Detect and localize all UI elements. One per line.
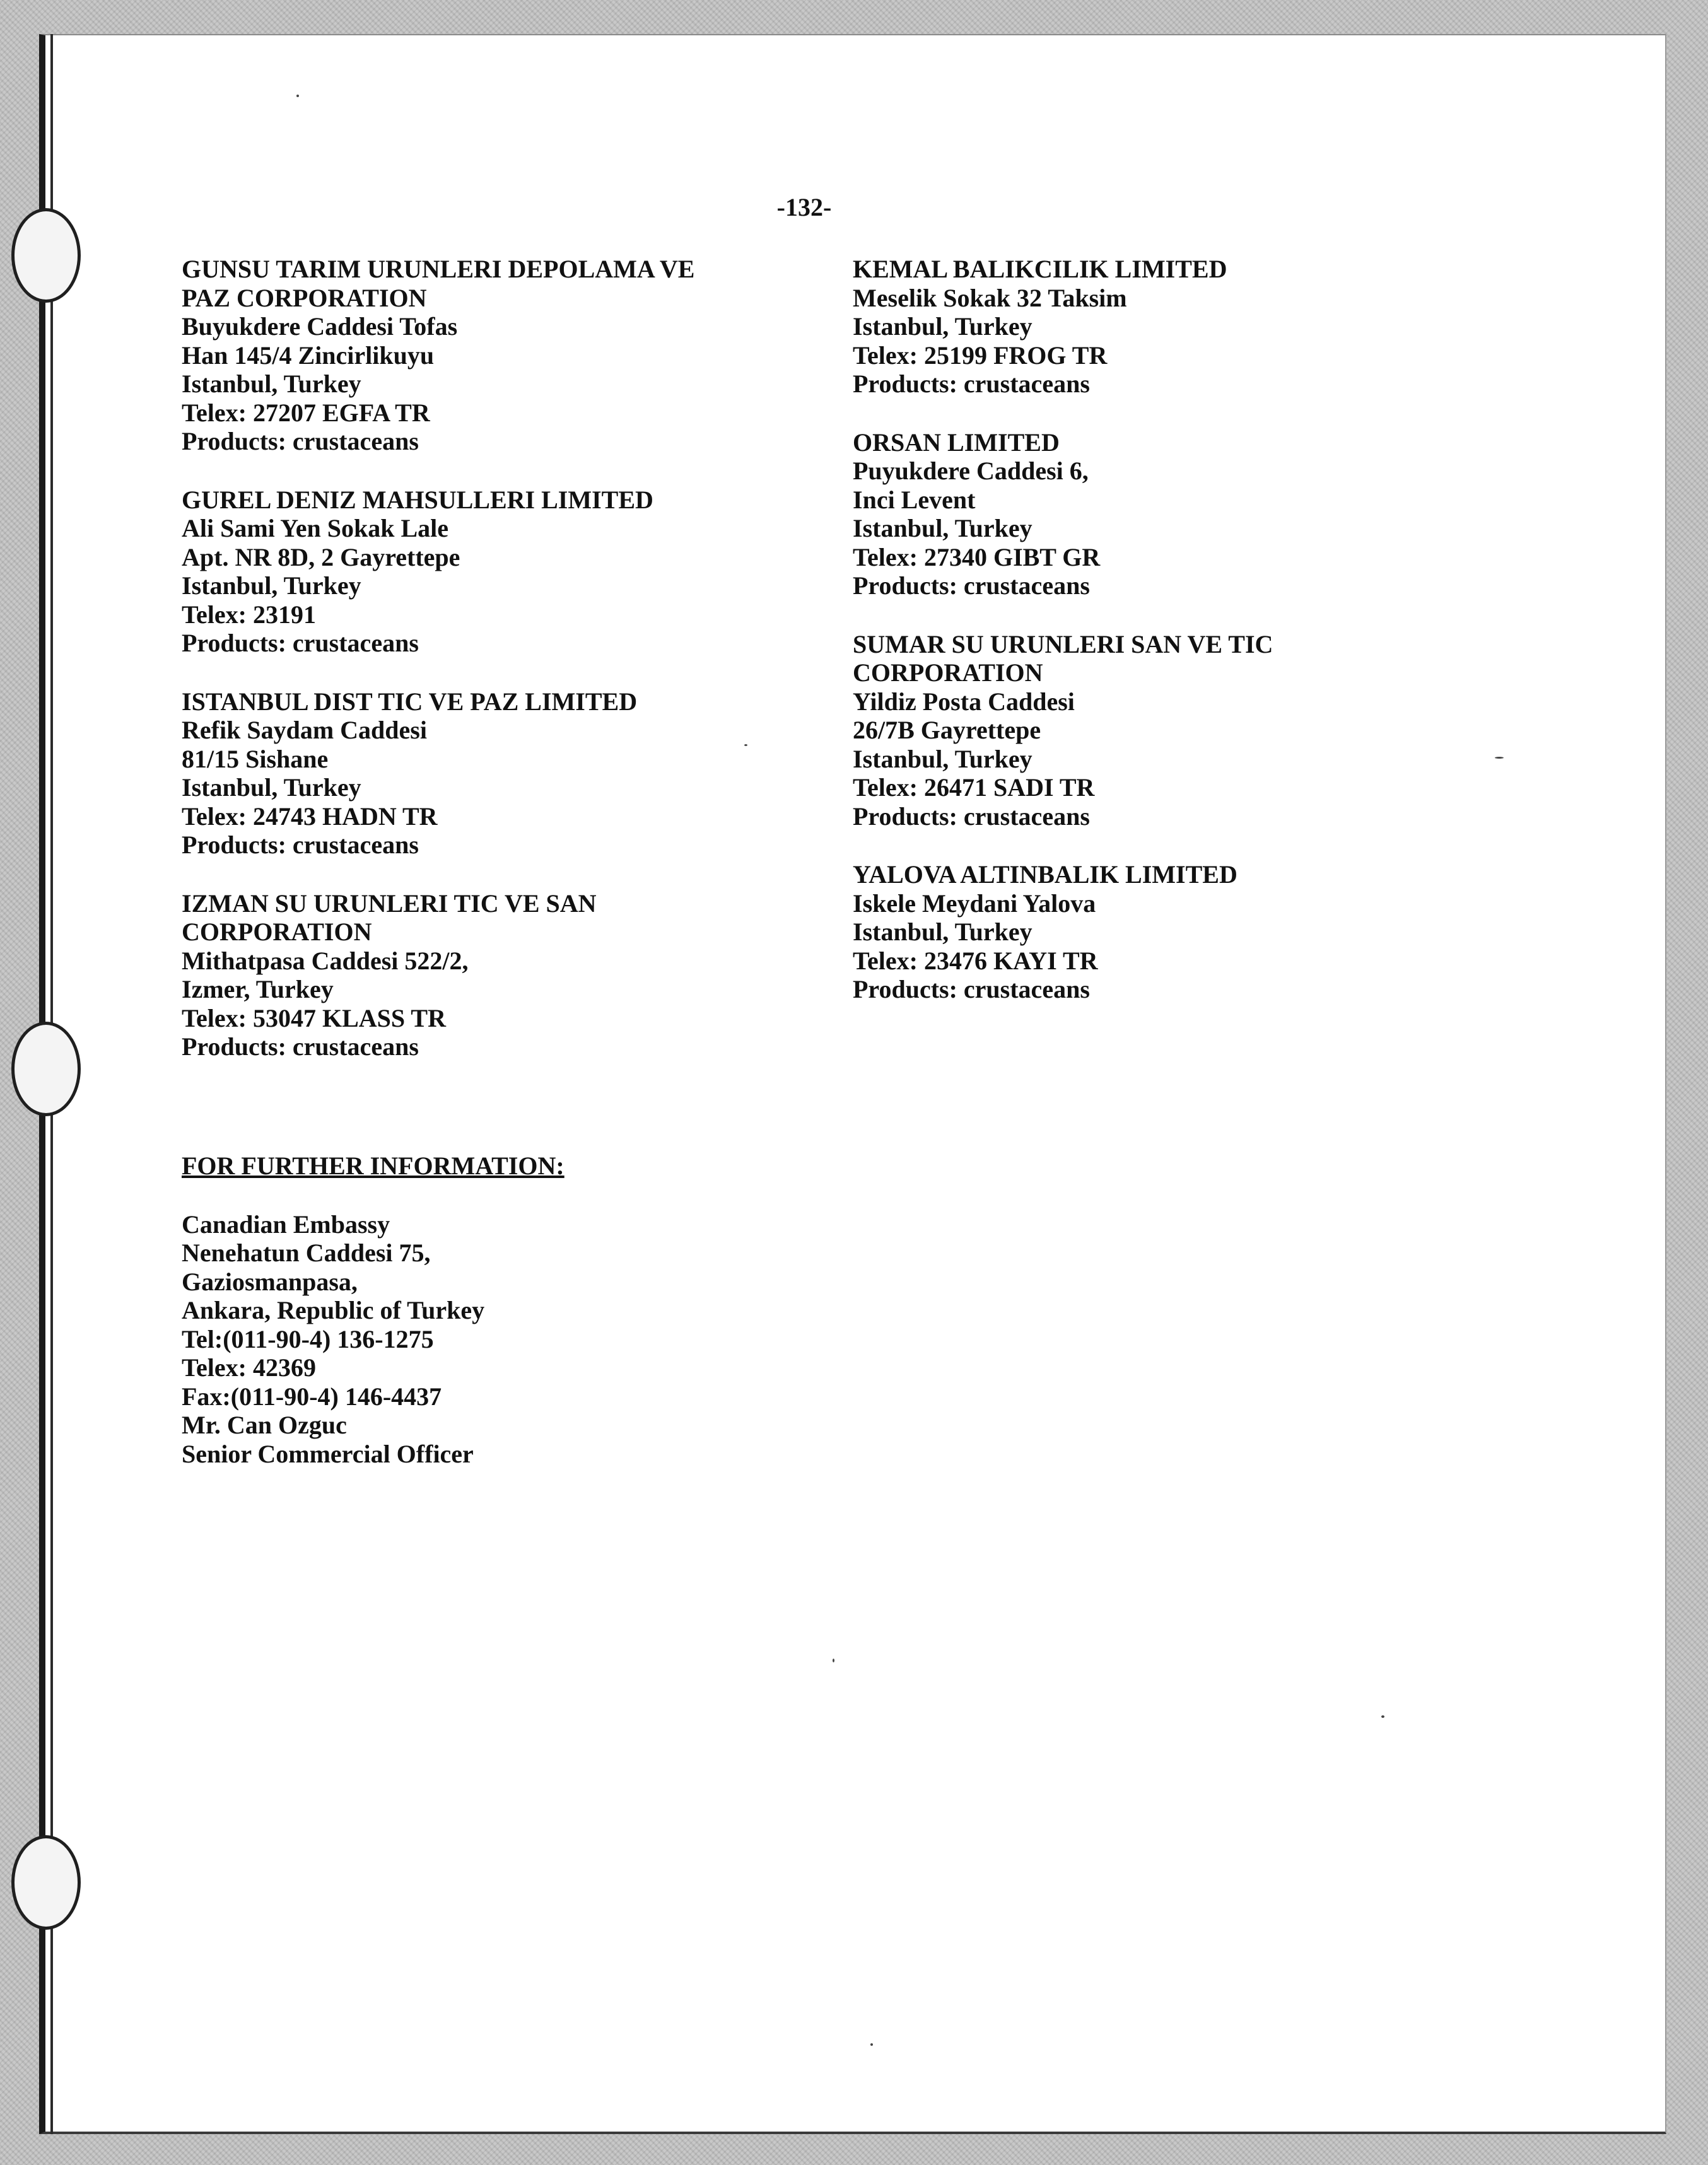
company-entry xyxy=(182,255,812,456)
company-products: Products: crustaceans xyxy=(182,629,419,657)
company-name: SUMAR SU URUNLERI SAN VE TIC xyxy=(853,629,1273,658)
company-address: Ali Sami Yen Sokak Lale xyxy=(182,514,449,542)
company-entry xyxy=(182,687,812,860)
binder-hole-top xyxy=(11,208,81,303)
company-address: Inci Levent xyxy=(853,485,976,514)
company-products: Products: crustaceans xyxy=(182,831,419,859)
company-address: Istanbul, Turkey xyxy=(182,571,361,600)
company-name: ORSAN LIMITED xyxy=(853,428,1060,457)
company-telex: Telex: 23476 KAYI TR xyxy=(853,946,1098,975)
company-address: Istanbul, Turkey xyxy=(853,918,1032,946)
company-address: 26/7B Gayrettepe xyxy=(853,716,1041,744)
company-address: Meselik Sokak 32 Taksim xyxy=(853,283,1127,312)
binder-hole-bottom xyxy=(11,1835,81,1930)
company-entry xyxy=(182,486,812,658)
company-products: Products: crustaceans xyxy=(853,975,1090,1003)
company-address: Istanbul, Turkey xyxy=(853,514,1032,542)
scan-speck xyxy=(744,744,747,746)
company-products: Products: crustaceans xyxy=(853,370,1090,398)
company-entry xyxy=(853,860,1515,1004)
company-address: Istanbul, Turkey xyxy=(853,744,1032,773)
company-entry xyxy=(853,630,1515,831)
company-name: CORPORATION xyxy=(853,658,1043,687)
company-products: Products: crustaceans xyxy=(182,427,419,455)
company-name: IZMAN SU URUNLERI TIC VE SAN xyxy=(182,889,597,918)
company-address: Han 145/4 Zincirlikuyu xyxy=(182,341,435,370)
company-name: GUNSU TARIM URUNLERI DEPOLAMA VE xyxy=(182,255,695,283)
company-telex: Telex: 53047 KLASS TR xyxy=(182,1003,446,1032)
left-column xyxy=(182,255,812,1091)
company-telex: Telex: 27340 GIBT GR xyxy=(853,542,1101,571)
scan-speck xyxy=(833,1659,834,1662)
contact-line: Senior Commercial Officer xyxy=(182,1439,474,1468)
company-address: Buyukdere Caddesi Tofas xyxy=(182,312,458,341)
company-telex: Telex: 27207 EGFA TR xyxy=(182,398,430,427)
company-address: Mithatpasa Caddesi 522/2, xyxy=(182,946,469,975)
further-information xyxy=(182,1152,812,1468)
right-column xyxy=(853,255,1515,1034)
contact-line: Tel:(011-90-4) 136-1275 xyxy=(182,1324,434,1353)
contact-line: Canadian Embassy xyxy=(182,1210,390,1239)
company-address: Iskele Meydani Yalova xyxy=(853,889,1096,918)
contact-line: Gaziosmanpasa, xyxy=(182,1267,358,1296)
company-address: Yildiz Posta Caddesi xyxy=(853,687,1075,716)
contact-line: Ankara, Republic of Turkey xyxy=(182,1296,485,1324)
contact-line: Fax:(011-90-4) 146-4437 xyxy=(182,1382,442,1411)
company-address: Refik Saydam Caddesi xyxy=(182,716,427,744)
company-name: ISTANBUL DIST TIC VE PAZ LIMITED xyxy=(182,687,638,716)
company-products: Products: crustaceans xyxy=(853,571,1090,600)
company-address: Istanbul, Turkey xyxy=(182,370,361,398)
company-name: CORPORATION xyxy=(182,918,372,946)
company-address: Istanbul, Turkey xyxy=(182,773,361,802)
scan-speck xyxy=(1495,757,1504,759)
contact-line: Telex: 42369 xyxy=(182,1353,316,1382)
company-name: GUREL DENIZ MAHSULLERI LIMITED xyxy=(182,485,653,514)
company-entry xyxy=(182,889,812,1061)
page-number: -132- xyxy=(776,193,832,221)
company-name: YALOVA ALTINBALIK LIMITED xyxy=(853,860,1237,889)
company-telex: Telex: 26471 SADI TR xyxy=(853,773,1095,802)
binder-hole-middle xyxy=(11,1022,81,1116)
company-products: Products: crustaceans xyxy=(853,802,1090,831)
scan-speck xyxy=(1381,1715,1384,1718)
scan-speck xyxy=(296,95,299,97)
company-entry xyxy=(853,428,1515,600)
contact-line: Nenehatun Caddesi 75, xyxy=(182,1239,431,1267)
company-entry xyxy=(853,255,1515,399)
company-address: Izmer, Turkey xyxy=(182,975,334,1003)
company-address: Puyukdere Caddesi 6, xyxy=(853,457,1089,485)
company-address: 81/15 Sishane xyxy=(182,744,329,773)
company-telex: Telex: 24743 HADN TR xyxy=(182,802,438,831)
company-telex: Telex: 23191 xyxy=(182,600,316,629)
company-address: Apt. NR 8D, 2 Gayrettepe xyxy=(182,542,460,571)
company-name: PAZ CORPORATION xyxy=(182,283,427,312)
scan-speck xyxy=(870,2043,873,2046)
company-telex: Telex: 25199 FROG TR xyxy=(853,341,1108,370)
contact-line: Mr. Can Ozguc xyxy=(182,1411,347,1439)
further-information-heading: FOR FURTHER INFORMATION: xyxy=(182,1152,564,1180)
company-products: Products: crustaceans xyxy=(182,1032,419,1061)
company-name: KEMAL BALIKCILIK LIMITED xyxy=(853,255,1227,283)
company-address: Istanbul, Turkey xyxy=(853,312,1032,341)
